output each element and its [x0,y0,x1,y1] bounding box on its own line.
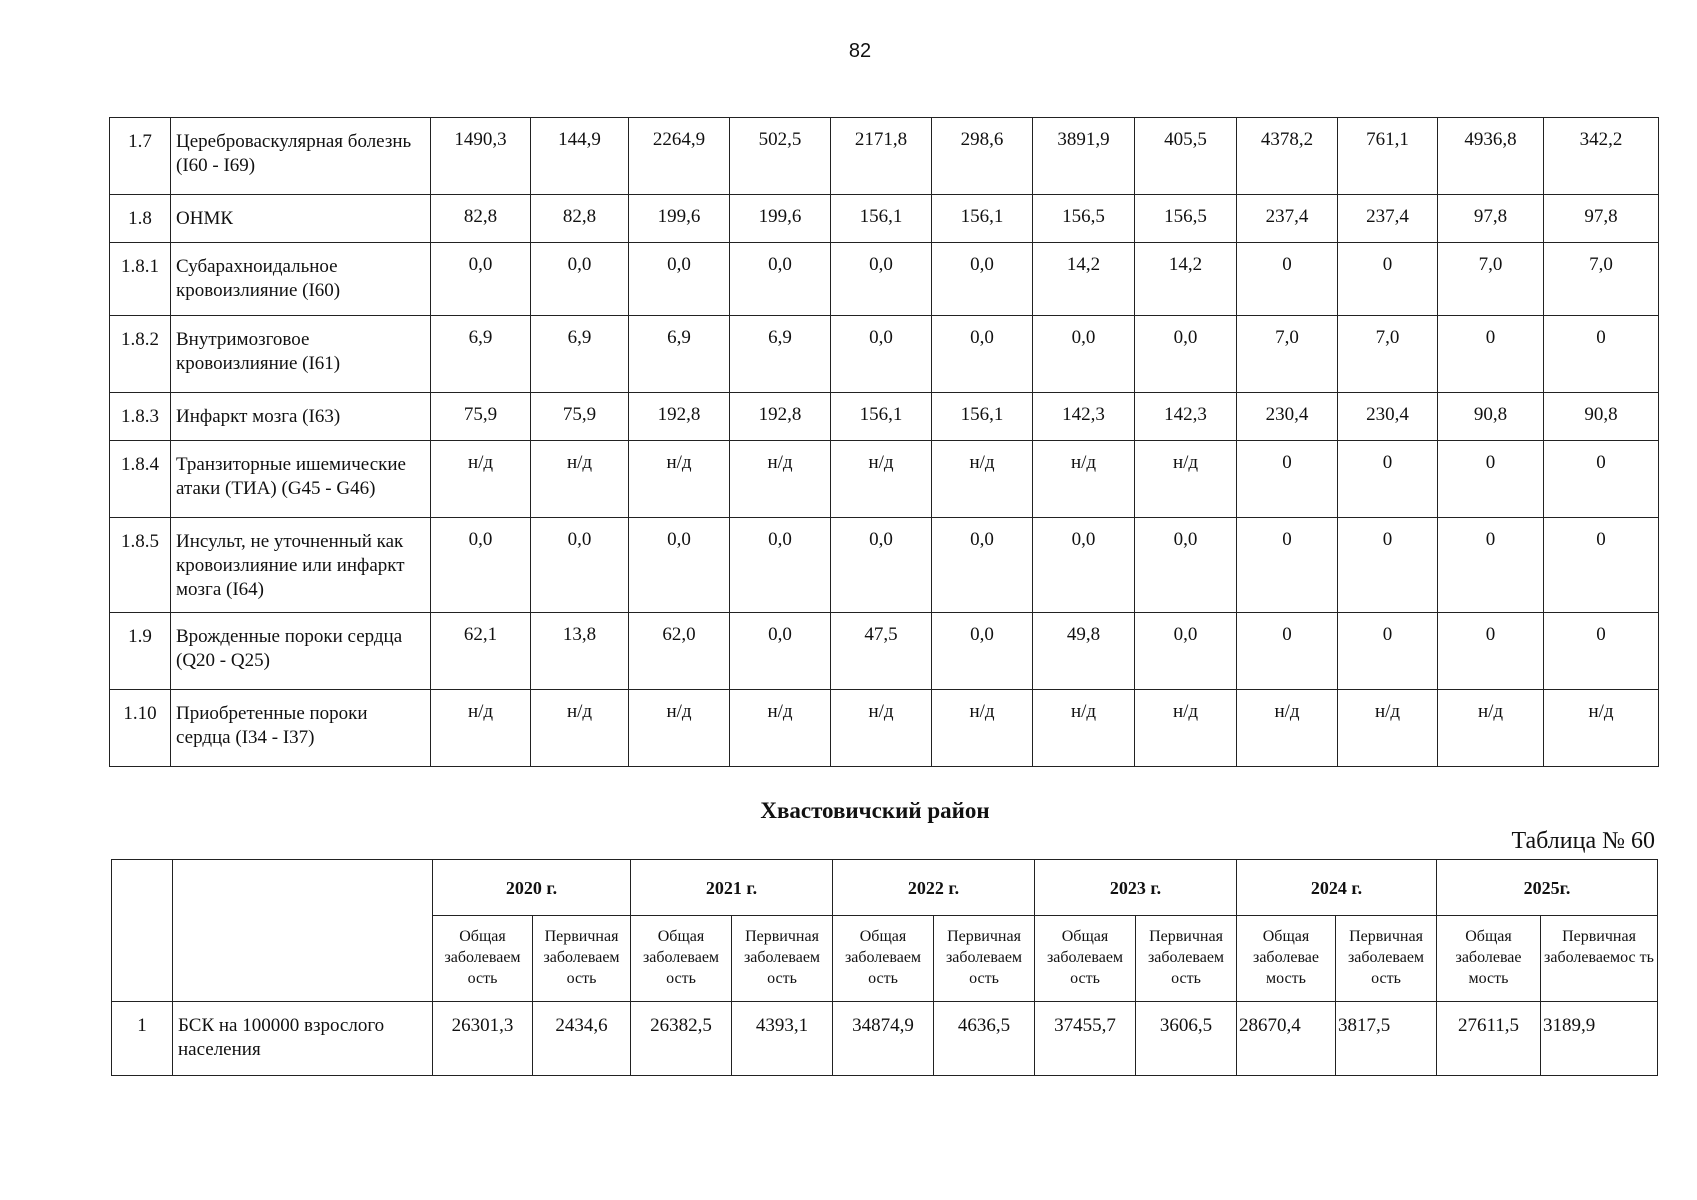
value-cell: 0,0 [531,243,629,316]
value-cell: 7,0 [1237,316,1338,393]
value-cell: 3606,5 [1136,1002,1237,1076]
value-cell: 6,9 [531,316,629,393]
value-cell: 14,2 [1135,243,1237,316]
value-cell: 0,0 [932,243,1033,316]
table-row [110,195,1659,243]
column-subheader: Первичная заболеваем ость [533,916,631,1002]
value-cell: 502,5 [730,118,831,195]
value-cell: 156,5 [1135,195,1237,243]
table-row [110,690,1659,767]
row-name: Инсульт, не уточненный как кровоизлияние или инфаркт мозга (I64) [171,518,431,613]
row-index: 1.8.5 [110,518,171,613]
year-header-row [112,860,1658,916]
value-cell: 7,0 [1438,243,1544,316]
column-subheader: Первичная заболеваемос ть [1541,916,1658,1002]
value-cell: 49,8 [1033,613,1135,690]
value-cell: 192,8 [629,393,730,441]
table-row [110,393,1659,441]
column-subheader: Первичная заболеваем ость [1336,916,1437,1002]
value-cell: 3189,9 [1541,1002,1658,1076]
year-header: 2025г. [1437,860,1658,916]
value-cell: 4936,8 [1438,118,1544,195]
value-cell: н/д [431,690,531,767]
value-cell: 1490,3 [431,118,531,195]
value-cell: н/д [1338,690,1438,767]
value-cell: 7,0 [1544,243,1659,316]
year-header: 2021 г. [631,860,833,916]
row-index: 1.8.4 [110,441,171,518]
value-cell: 97,8 [1544,195,1659,243]
value-cell: н/д [629,441,730,518]
value-cell: 237,4 [1237,195,1338,243]
row-name: Субарахноидальное кровоизлияние (I60) [171,243,431,316]
value-cell: 0 [1338,441,1438,518]
value-cell: 0,0 [629,243,730,316]
row-name: Врожденные пороки сердца (Q20 - Q25) [171,613,431,690]
value-cell: 0,0 [1135,316,1237,393]
value-cell: 6,9 [730,316,831,393]
value-cell: 0,0 [431,243,531,316]
row-name: БСК на 100000 взрослого населения [173,1002,433,1076]
row-index: 1.8.1 [110,243,171,316]
value-cell: 0 [1438,613,1544,690]
page-number: 82 [848,40,872,62]
value-cell: 0,0 [730,613,831,690]
value-cell: 27611,5 [1437,1002,1541,1076]
row-index: 1.10 [110,690,171,767]
value-cell: 156,1 [831,393,932,441]
value-cell: 230,4 [1338,393,1438,441]
year-header: 2020 г. [433,860,631,916]
column-subheader: Общая заболеваем ость [631,916,732,1002]
value-cell: н/д [730,690,831,767]
value-cell: н/д [932,441,1033,518]
value-cell: н/д [932,690,1033,767]
value-cell: 230,4 [1237,393,1338,441]
value-cell: 761,1 [1338,118,1438,195]
value-cell: н/д [1033,690,1135,767]
column-subheader: Общая заболеваем ость [833,916,934,1002]
value-cell: н/д [1237,690,1338,767]
column-subheader: Общая заболеваем ость [1035,916,1136,1002]
value-cell: н/д [431,441,531,518]
value-cell: 2264,9 [629,118,730,195]
value-cell: 34874,9 [833,1002,934,1076]
value-cell: 2434,6 [533,1002,631,1076]
value-cell: 0,0 [730,243,831,316]
row-index: 1.8.2 [110,316,171,393]
table-row [110,441,1659,518]
column-subheader: Первичная заболеваем ость [934,916,1035,1002]
column-subheader: Общая заболеваем ость [433,916,533,1002]
value-cell: н/д [831,441,932,518]
row-name: Транзиторные ишемические атаки (ТИА) (G45 - G46) [171,441,431,518]
value-cell: 0,0 [831,316,932,393]
value-cell: 0 [1237,613,1338,690]
value-cell: 26382,5 [631,1002,732,1076]
value-cell: 13,8 [531,613,629,690]
value-cell: 0,0 [1135,613,1237,690]
value-cell: н/д [1438,690,1544,767]
value-cell: 4636,5 [934,1002,1035,1076]
value-cell: 0 [1338,518,1438,613]
value-cell: 14,2 [1033,243,1135,316]
column-subheader: Общая заболевае мость [1237,916,1336,1002]
row-index: 1 [112,1002,173,1076]
header-blank-index [112,860,173,1002]
value-cell: 4393,1 [732,1002,833,1076]
value-cell: 0 [1438,518,1544,613]
value-cell: 0,0 [831,518,932,613]
value-cell: 144,9 [531,118,629,195]
value-cell: 28670,4 [1237,1002,1336,1076]
column-subheader: Общая заболевае мость [1437,916,1541,1002]
value-cell: 298,6 [932,118,1033,195]
value-cell: 0,0 [730,518,831,613]
value-cell: 156,5 [1033,195,1135,243]
value-cell: 97,8 [1438,195,1544,243]
value-cell: 0,0 [932,316,1033,393]
value-cell: 142,3 [1033,393,1135,441]
row-name: Цереброваскулярная болезнь (I60 - I69) [171,118,431,195]
value-cell: 0,0 [629,518,730,613]
row-index: 1.9 [110,613,171,690]
value-cell: 0 [1544,613,1659,690]
value-cell: 0 [1237,243,1338,316]
value-cell: 0 [1338,613,1438,690]
disease-stats-table-continued [109,117,1659,767]
value-cell: 90,8 [1438,393,1544,441]
value-cell: 199,6 [730,195,831,243]
value-cell: 405,5 [1135,118,1237,195]
value-cell: 0 [1544,518,1659,613]
value-cell: 62,1 [431,613,531,690]
table-row [112,1002,1658,1076]
value-cell: н/д [531,690,629,767]
value-cell: 75,9 [531,393,629,441]
value-cell: 0,0 [932,613,1033,690]
table-number: Таблица № 60 [1511,828,1655,854]
value-cell: 0 [1237,518,1338,613]
value-cell: 0,0 [831,243,932,316]
value-cell: 82,8 [531,195,629,243]
year-header: 2022 г. [833,860,1035,916]
value-cell: 4378,2 [1237,118,1338,195]
row-name: Внутримозговое кровоизлияние (I61) [171,316,431,393]
value-cell: 0,0 [531,518,629,613]
value-cell: 237,4 [1338,195,1438,243]
header-blank-name [173,860,433,1002]
value-cell: н/д [1135,690,1237,767]
value-cell: 156,1 [831,195,932,243]
value-cell: 342,2 [1544,118,1659,195]
value-cell: 6,9 [629,316,730,393]
value-cell: 0,0 [1033,316,1135,393]
value-cell: н/д [1544,690,1659,767]
row-index: 1.7 [110,118,171,195]
value-cell: 0,0 [932,518,1033,613]
value-cell: 3817,5 [1336,1002,1437,1076]
value-cell: 3891,9 [1033,118,1135,195]
value-cell: н/д [1135,441,1237,518]
table-row [110,316,1659,393]
value-cell: н/д [730,441,831,518]
year-header: 2024 г. [1237,860,1437,916]
value-cell: 62,0 [629,613,730,690]
table-row [110,243,1659,316]
row-index: 1.8 [110,195,171,243]
row-name: Приобретенные пороки сердца (I34 - I37) [171,690,431,767]
year-header: 2023 г. [1035,860,1237,916]
value-cell: н/д [629,690,730,767]
value-cell: 2171,8 [831,118,932,195]
column-subheader: Первичная заболеваем ость [732,916,833,1002]
value-cell: 199,6 [629,195,730,243]
value-cell: 142,3 [1135,393,1237,441]
value-cell: 0,0 [431,518,531,613]
table-row [110,118,1659,195]
value-cell: 75,9 [431,393,531,441]
region-title: Хвастовичский район [760,798,990,823]
value-cell: н/д [831,690,932,767]
value-cell: 0 [1438,441,1544,518]
value-cell: 26301,3 [433,1002,533,1076]
value-cell: 0 [1237,441,1338,518]
table-row [110,518,1659,613]
value-cell: 90,8 [1544,393,1659,441]
value-cell: 0 [1544,441,1659,518]
region-stats-table [111,859,1658,1076]
row-index: 1.8.3 [110,393,171,441]
value-cell: 82,8 [431,195,531,243]
value-cell: 192,8 [730,393,831,441]
value-cell: н/д [531,441,629,518]
value-cell: 37455,7 [1035,1002,1136,1076]
value-cell: 156,1 [932,195,1033,243]
value-cell: 47,5 [831,613,932,690]
table-row [110,613,1659,690]
value-cell: 0 [1338,243,1438,316]
row-name: ОНМК [171,195,431,243]
value-cell: 7,0 [1338,316,1438,393]
row-name: Инфаркт мозга (I63) [171,393,431,441]
column-subheader: Первичная заболеваем ость [1136,916,1237,1002]
value-cell: 6,9 [431,316,531,393]
value-cell: 0 [1438,316,1544,393]
value-cell: н/д [1033,441,1135,518]
value-cell: 0 [1544,316,1659,393]
value-cell: 156,1 [932,393,1033,441]
value-cell: 0,0 [1135,518,1237,613]
value-cell: 0,0 [1033,518,1135,613]
